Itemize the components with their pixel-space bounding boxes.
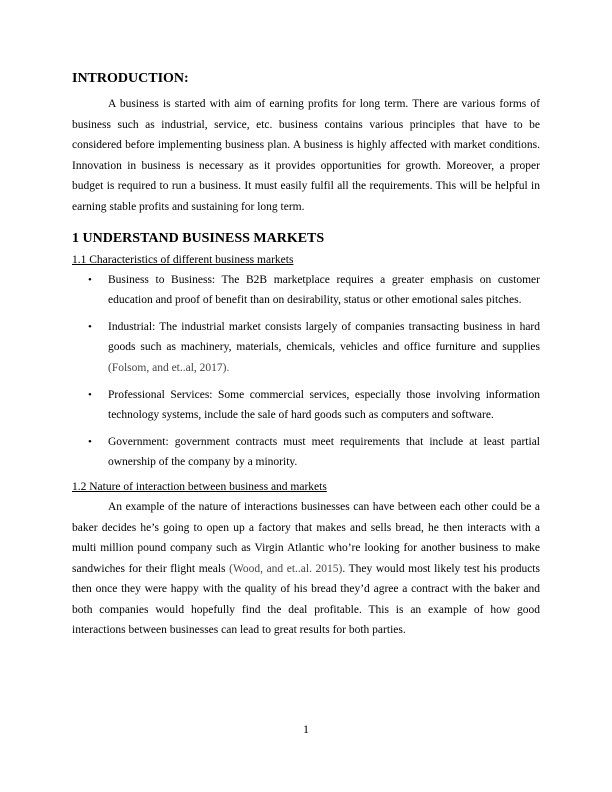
- subsection-1-2-title: 1.2 Nature of interaction between business and markets: [72, 480, 327, 493]
- interaction-paragraph: [72, 497, 540, 641]
- subsection-1-1-title: 1.1 Characteristics of different business markets: [72, 253, 294, 266]
- document-page: [72, 70, 540, 641]
- list-item-text: Professional Services: Some commercial services, especially those involving information technology systems, include the sale of hard goods such as computers and software.: [108, 388, 540, 422]
- list-item-text: Industrial: The industrial market consists largely of companies transacting business in hard goods such as machinery, materials, chemicals, vehicles and office furniture and supplies: [108, 320, 540, 354]
- paragraph-text: . They would most likely test his products then once they were happy with the quality of his bread they’d agree a contract with the baker and both companies would hopefully find the deal profitable. This is an example of how good interactions between businesses can lead to great results for both parties.: [72, 562, 540, 637]
- introduction-paragraph: A business is started with aim of earning profits for long term. There are various forms of business such as industrial, service, etc. business contains various principles that have to be considered before implementing business plan. A business is highly affected with market conditions. Innovation in business is necessary as it provides opportunities for growth. Moreover, a proper budget is required to run a business. It must easily fulfil all the requirements. This will be helpful in earning stable profits and sustaining for long term.: [72, 98, 540, 213]
- bullet-icon: •: [88, 273, 92, 286]
- introduction-heading: INTRODUCTION:: [72, 71, 189, 86]
- list-item-text: Business to Business: The B2B marketplace requires a greater emphasis on customer education and proof of benefit than on desirability, status or other emotional sales pitches.: [108, 273, 540, 307]
- bullet-icon: •: [88, 388, 92, 401]
- citation: (Wood, and et..al. 2015): [229, 562, 343, 575]
- characteristics-list: [72, 270, 540, 473]
- page-number: 1: [303, 722, 309, 736]
- paragraph-text: An example of the nature of interactions businesses can have between each other could be a baker decides he’s going to open up a factory that makes and sells bread, he then interacts with a multi million pound company such as Virgin Atlantic who’re looking for another business to make sandwiches for their flight meals: [72, 500, 540, 575]
- list-item: [72, 385, 540, 426]
- list-item-text: Government: government contracts must meet requirements that include at least partial ownership of the company by a minority.: [108, 435, 540, 469]
- list-item: [72, 270, 540, 311]
- bullet-icon: •: [88, 320, 92, 333]
- list-item: [72, 432, 540, 473]
- bullet-icon: •: [88, 435, 92, 448]
- list-item: [72, 317, 540, 379]
- citation: (Folsom, and et..al, 2017).: [108, 361, 230, 374]
- section-1-heading: 1 UNDERSTAND BUSINESS MARKETS: [72, 230, 325, 246]
